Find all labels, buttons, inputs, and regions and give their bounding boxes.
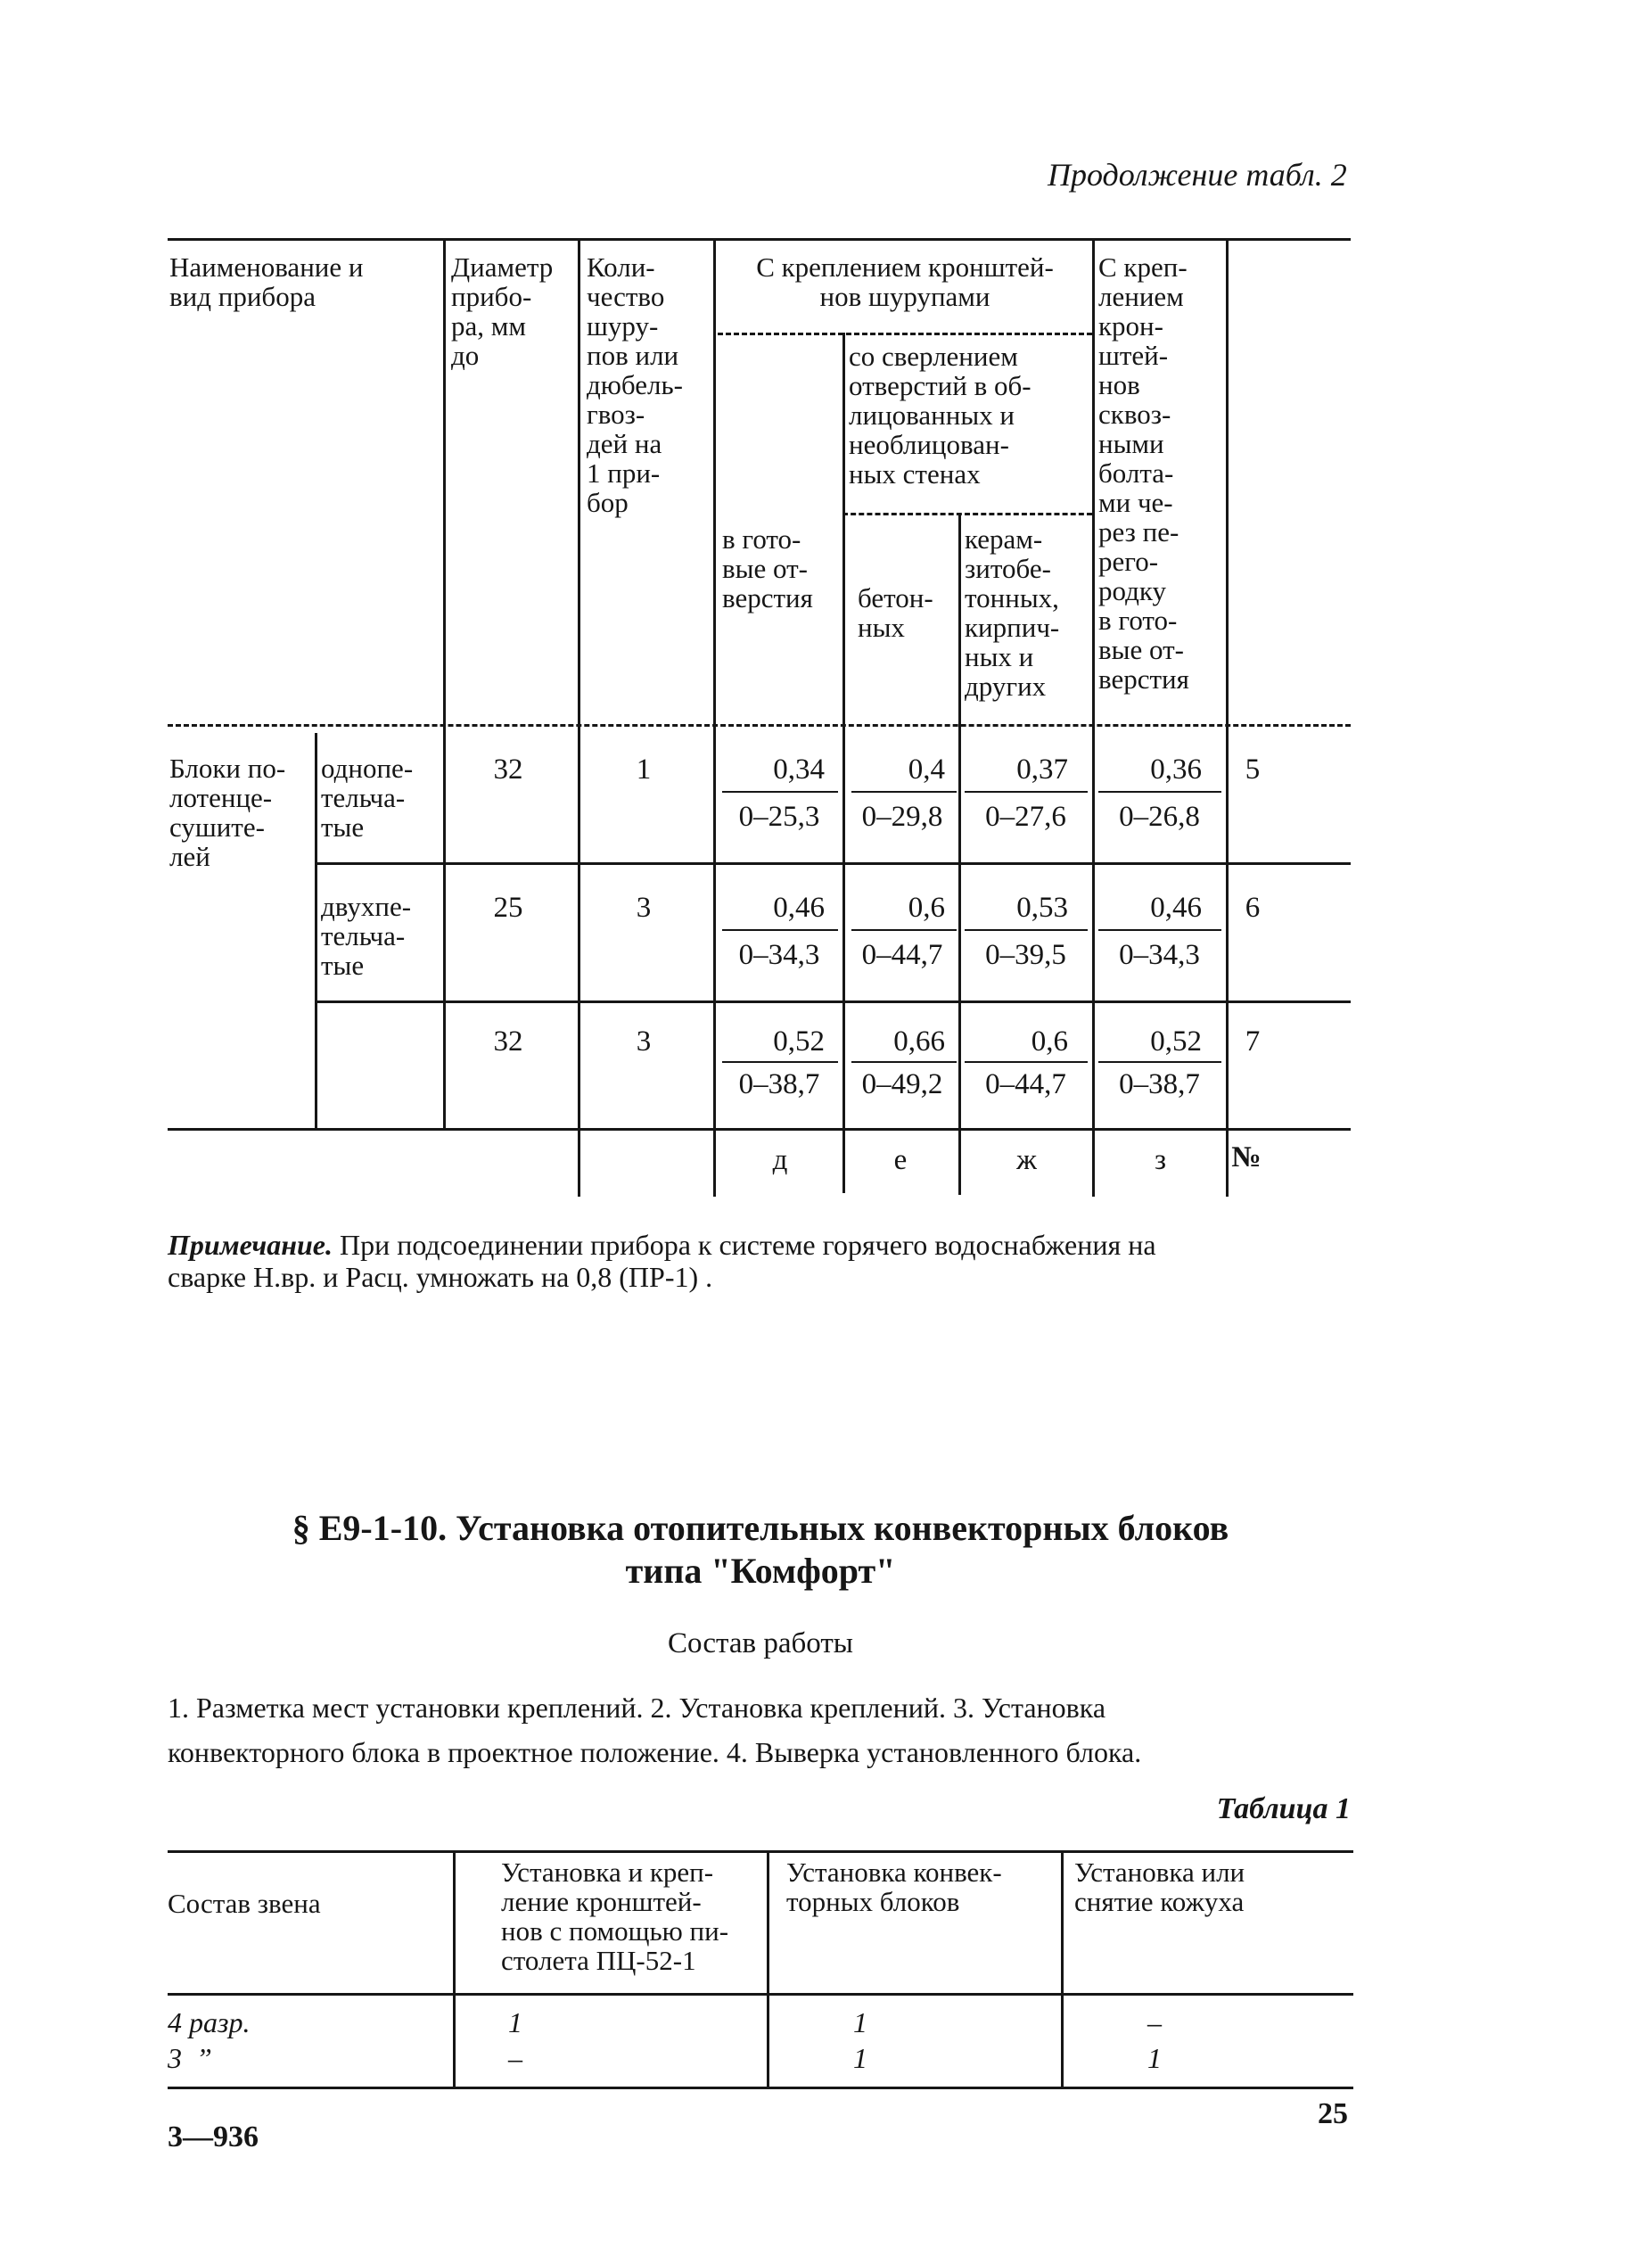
cell-value: 1	[508, 2006, 522, 2038]
value-e-den: 0–29,8	[861, 801, 943, 833]
header-casing: Установка или снятие кожуха	[1074, 1857, 1245, 1917]
header-count: Коли- чество шуру- пов или дюбель- гвоз- дей на 1 при- бор	[587, 251, 683, 518]
col-divider	[443, 238, 446, 1128]
value-e-den: 0–44,7	[861, 939, 943, 971]
column-code-e: е	[893, 1144, 908, 1176]
fraction-line	[722, 1061, 838, 1063]
header-convector-install: Установка конвек- торных блоков	[786, 1857, 1002, 1917]
cell-value: 1	[853, 2042, 867, 2074]
value-zh-num: 0,53	[1016, 892, 1068, 924]
table-1-caption: Таблица 1	[1216, 1792, 1351, 1825]
value-d-den: 0–34,3	[738, 939, 820, 971]
note-text-line1: При подсоединении прибора к системе горячего водоснабжения на	[332, 1229, 1156, 1261]
column-code-no: №	[1231, 1141, 1262, 1173]
value-d-num: 0,52	[773, 1025, 825, 1058]
row-type: двухпе- тельча- тые	[321, 891, 412, 981]
header-screws-group: С креплением кронштей- нов шурупами	[756, 251, 1054, 312]
header-bottom-border	[168, 1993, 1353, 1996]
row-diameter: 32	[493, 1025, 523, 1058]
value-zh-den: 0–27,6	[985, 801, 1066, 833]
value-e-den: 0–49,2	[861, 1068, 943, 1100]
section-title-line2: типа "Комфорт"	[625, 1551, 896, 1591]
note-text-line2: сварке Н.вр. и Расц. умножать на 0,8 (ПР-1) .	[168, 1261, 713, 1293]
cell-value: 1	[1147, 2042, 1162, 2074]
subheader-dashed	[842, 513, 1092, 515]
header-concrete: бетон- ных	[858, 582, 933, 643]
value-d-den: 0–25,3	[738, 801, 820, 833]
cell-value: 1	[853, 2006, 867, 2038]
value-zh-num: 0,37	[1016, 753, 1068, 786]
fraction-line	[851, 929, 957, 931]
row-count: 3	[636, 892, 652, 924]
cell-value: –	[1147, 2006, 1162, 2038]
col-divider	[1092, 238, 1095, 1197]
fraction-line	[1098, 1061, 1221, 1063]
value-d-num: 0,46	[773, 892, 825, 924]
fraction-line	[851, 1061, 957, 1063]
work-line2: конвекторного блока в проектное положение. 4. Выверка установленного блока.	[168, 1736, 1142, 1768]
fraction-line	[965, 929, 1088, 931]
work-line1: 1. Разметка мест установки креплений. 2. Установка креплений. 3. Установка	[168, 1692, 1106, 1724]
work-description	[168, 1685, 1353, 1774]
value-z-den: 0–34,3	[1119, 939, 1200, 971]
row-divider	[315, 1000, 1351, 1003]
composition-heading: Состав работы	[668, 1627, 853, 1659]
section-title-line1: § Е9-1-10. Установка отопительных конвекторных блоков	[292, 1508, 1229, 1548]
fraction-line	[1098, 791, 1221, 793]
fraction-line	[722, 929, 838, 931]
value-e-num: 0,66	[893, 1025, 945, 1058]
table-continuation-caption: Продолжение табл. 2	[1048, 157, 1347, 193]
section-title	[168, 1507, 1353, 1593]
row-number: 6	[1245, 892, 1261, 924]
row-diameter: 25	[493, 892, 523, 924]
value-z-num: 0,52	[1150, 1025, 1202, 1058]
value-e-num: 0,4	[908, 753, 945, 786]
cell-value: –	[508, 2042, 522, 2074]
header-drill-group: со сверлением отверстий в об- лицованных и необлицован- ных стенах	[849, 341, 1031, 490]
table-top-border	[168, 1850, 1353, 1853]
col-divider	[578, 238, 580, 1197]
value-e-num: 0,6	[908, 892, 945, 924]
header-crew: Состав звена	[168, 1888, 321, 1919]
value-zh-den: 0–44,7	[985, 1068, 1066, 1100]
table-top-border	[168, 238, 1351, 241]
table-body-bottom-border	[168, 1128, 1351, 1131]
fraction-line	[851, 791, 957, 793]
note-label: Примечание.	[168, 1229, 333, 1261]
row-number: 5	[1245, 753, 1261, 786]
note	[168, 1229, 1353, 1293]
table-bottom-border	[168, 2087, 1353, 2089]
subheader-dashed	[718, 333, 1092, 335]
fraction-line	[965, 791, 1088, 793]
header-ready-holes: в гото- вые от- верстия	[722, 523, 813, 613]
column-code-zh: ж	[1016, 1144, 1037, 1176]
row-count: 1	[636, 753, 652, 786]
crew-grade: 4 разр.	[168, 2006, 251, 2038]
crew-grade: 3 ”	[168, 2042, 212, 2074]
header-through-bolts: С креп- лением крон- штей- нов сквоз- ными болта- ми че- рез пе- рего- родку в гото- вые от- верстия	[1098, 251, 1189, 695]
header-diameter: Диаметр прибо- ра, мм до	[451, 251, 554, 371]
value-z-den: 0–38,7	[1119, 1068, 1200, 1100]
row-diameter: 32	[493, 753, 523, 786]
header-bracket-install: Установка и креп- ление кронштей- нов с помощью пи- столета ПЦ-52-1	[501, 1857, 729, 1976]
page-number: 25	[1318, 2097, 1348, 2130]
column-code-z: з	[1154, 1144, 1167, 1176]
value-z-num: 0,46	[1150, 892, 1202, 924]
value-d-den: 0–38,7	[738, 1068, 820, 1100]
group-label: Блоки по- лотенце- сушите- лей	[169, 753, 286, 872]
value-zh-num: 0,6	[1031, 1025, 1068, 1058]
fraction-line	[722, 791, 838, 793]
header-bottom-dashed	[168, 724, 1351, 727]
column-code-d: д	[772, 1144, 788, 1176]
row-count: 3	[636, 1025, 652, 1058]
value-z-num: 0,36	[1150, 753, 1202, 786]
value-zh-den: 0–39,5	[985, 939, 1066, 971]
header-ceramsite: керам- зитобе- тонных, кирпич- ных и других	[965, 523, 1060, 702]
row-divider	[315, 862, 1351, 865]
value-z-den: 0–26,8	[1119, 801, 1200, 833]
row-number: 7	[1245, 1025, 1261, 1058]
document-signature: 3—936	[168, 2120, 259, 2153]
col-divider	[842, 333, 845, 1193]
col-divider	[315, 733, 317, 1128]
header-name: Наименование и вид прибора	[169, 251, 364, 312]
col-divider	[713, 238, 716, 1197]
row-type: однопе- тельча- тые	[321, 753, 414, 843]
fraction-line	[965, 1061, 1088, 1063]
fraction-line	[1098, 929, 1221, 931]
value-d-num: 0,34	[773, 753, 825, 786]
